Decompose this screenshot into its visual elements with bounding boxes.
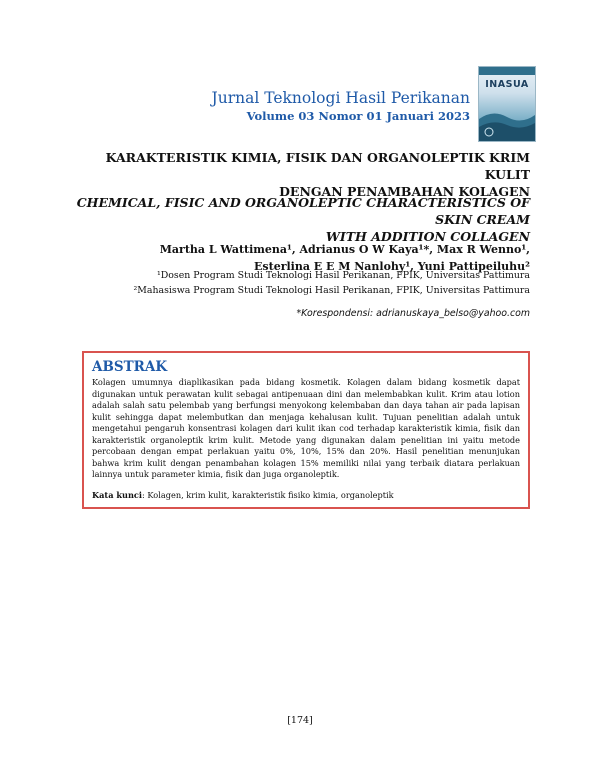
authors-line-2: Esterlina E E M Nanlohy¹, Yuni Pattipeiluhu² [254, 260, 530, 273]
cover-title: INASUA [485, 79, 529, 90]
affiliation-2: ²Mahasiswa Program Studi Teknologi Hasil Perikanan, FPIK, Universitas Pattimura [133, 285, 530, 296]
title-id-line-2: DENGAN PENAMBAHAN KOLAGEN [279, 184, 530, 199]
affiliations [70, 268, 530, 298]
journal-header [212, 88, 471, 124]
keywords-list: : Kolagen, krim kulit, karakteristik fisiko kimia, organoleptik [142, 489, 394, 500]
cover-top-bar [479, 67, 535, 75]
article-title-english [70, 194, 530, 245]
authors-line-1: Martha L Wattimena¹, Adrianus O W Kaya¹*, Max R Wenno¹, [159, 243, 530, 256]
journal-volume: Volume 03 Nomor 01 Januari 2023 [246, 109, 470, 123]
journal-title: Jurnal Teknologi Hasil Perikanan [211, 89, 470, 107]
article-title-indonesian [70, 149, 530, 200]
keywords [92, 490, 520, 502]
abstract-body: Kolagen umumnya diaplikasikan pada bidang kosmetik. Kolagen dalam bidang kosmetik dapat digunakan untuk perawatan kulit sebagai antipenuaan dini dan melembabkan kulit. Krim atau lotion adalah salah satu pelembab yang berfungsi menyokong kelembaban dan daya tahan air pada lapisan kulit sehingga dapat melembutkan dan menjaga kehalusan kulit. Tujuan penelitian adalah untuk mengetahui pengaruh konsentrasi kolagen dari kulit ikan cod terhadap karakteristik kimia, fisik dan karakteristik organoleptik krim kulit. Metode yang digunakan dalam penelitian ini yaitu metode percobaan dengan empat perlakuan yaitu 0%, 10%, 15% dan 20%. Hasil penelitian menunjukan bahwa krim kulit dengan penambahan kolagen 15% memiliki nilai yang terbaik diatara perlakuan lainnya untuk parameter kimia, fisik dan juga organoleptik. [92, 377, 520, 479]
journal-cover-image [478, 66, 536, 142]
cover-wave-graphic [479, 101, 535, 141]
title-id-line-1: KARAKTERISTIK KIMIA, FISIK DAN ORGANOLEPTIK KRIM KULIT [105, 150, 530, 182]
page-number: [174] [287, 715, 313, 726]
abstract-heading: ABSTRAK [92, 359, 168, 375]
title-en-line-2: WITH ADDITION COLLAGEN [325, 229, 530, 244]
abstract-box [82, 351, 530, 509]
correspondence-email: *Korespondensi: adrianuskaya_belso@yahoo.com [296, 308, 530, 319]
keywords-label: Kata kunci [92, 489, 143, 500]
affiliation-1: ¹Dosen Program Studi Teknologi Hasil Perikanan, FPIK, Universitas Pattimura [156, 270, 530, 281]
title-en-line-1: CHEMICAL, FISIC AND ORGANOLEPTIC CHARACTERISTICS OF SKIN CREAM [76, 195, 530, 227]
